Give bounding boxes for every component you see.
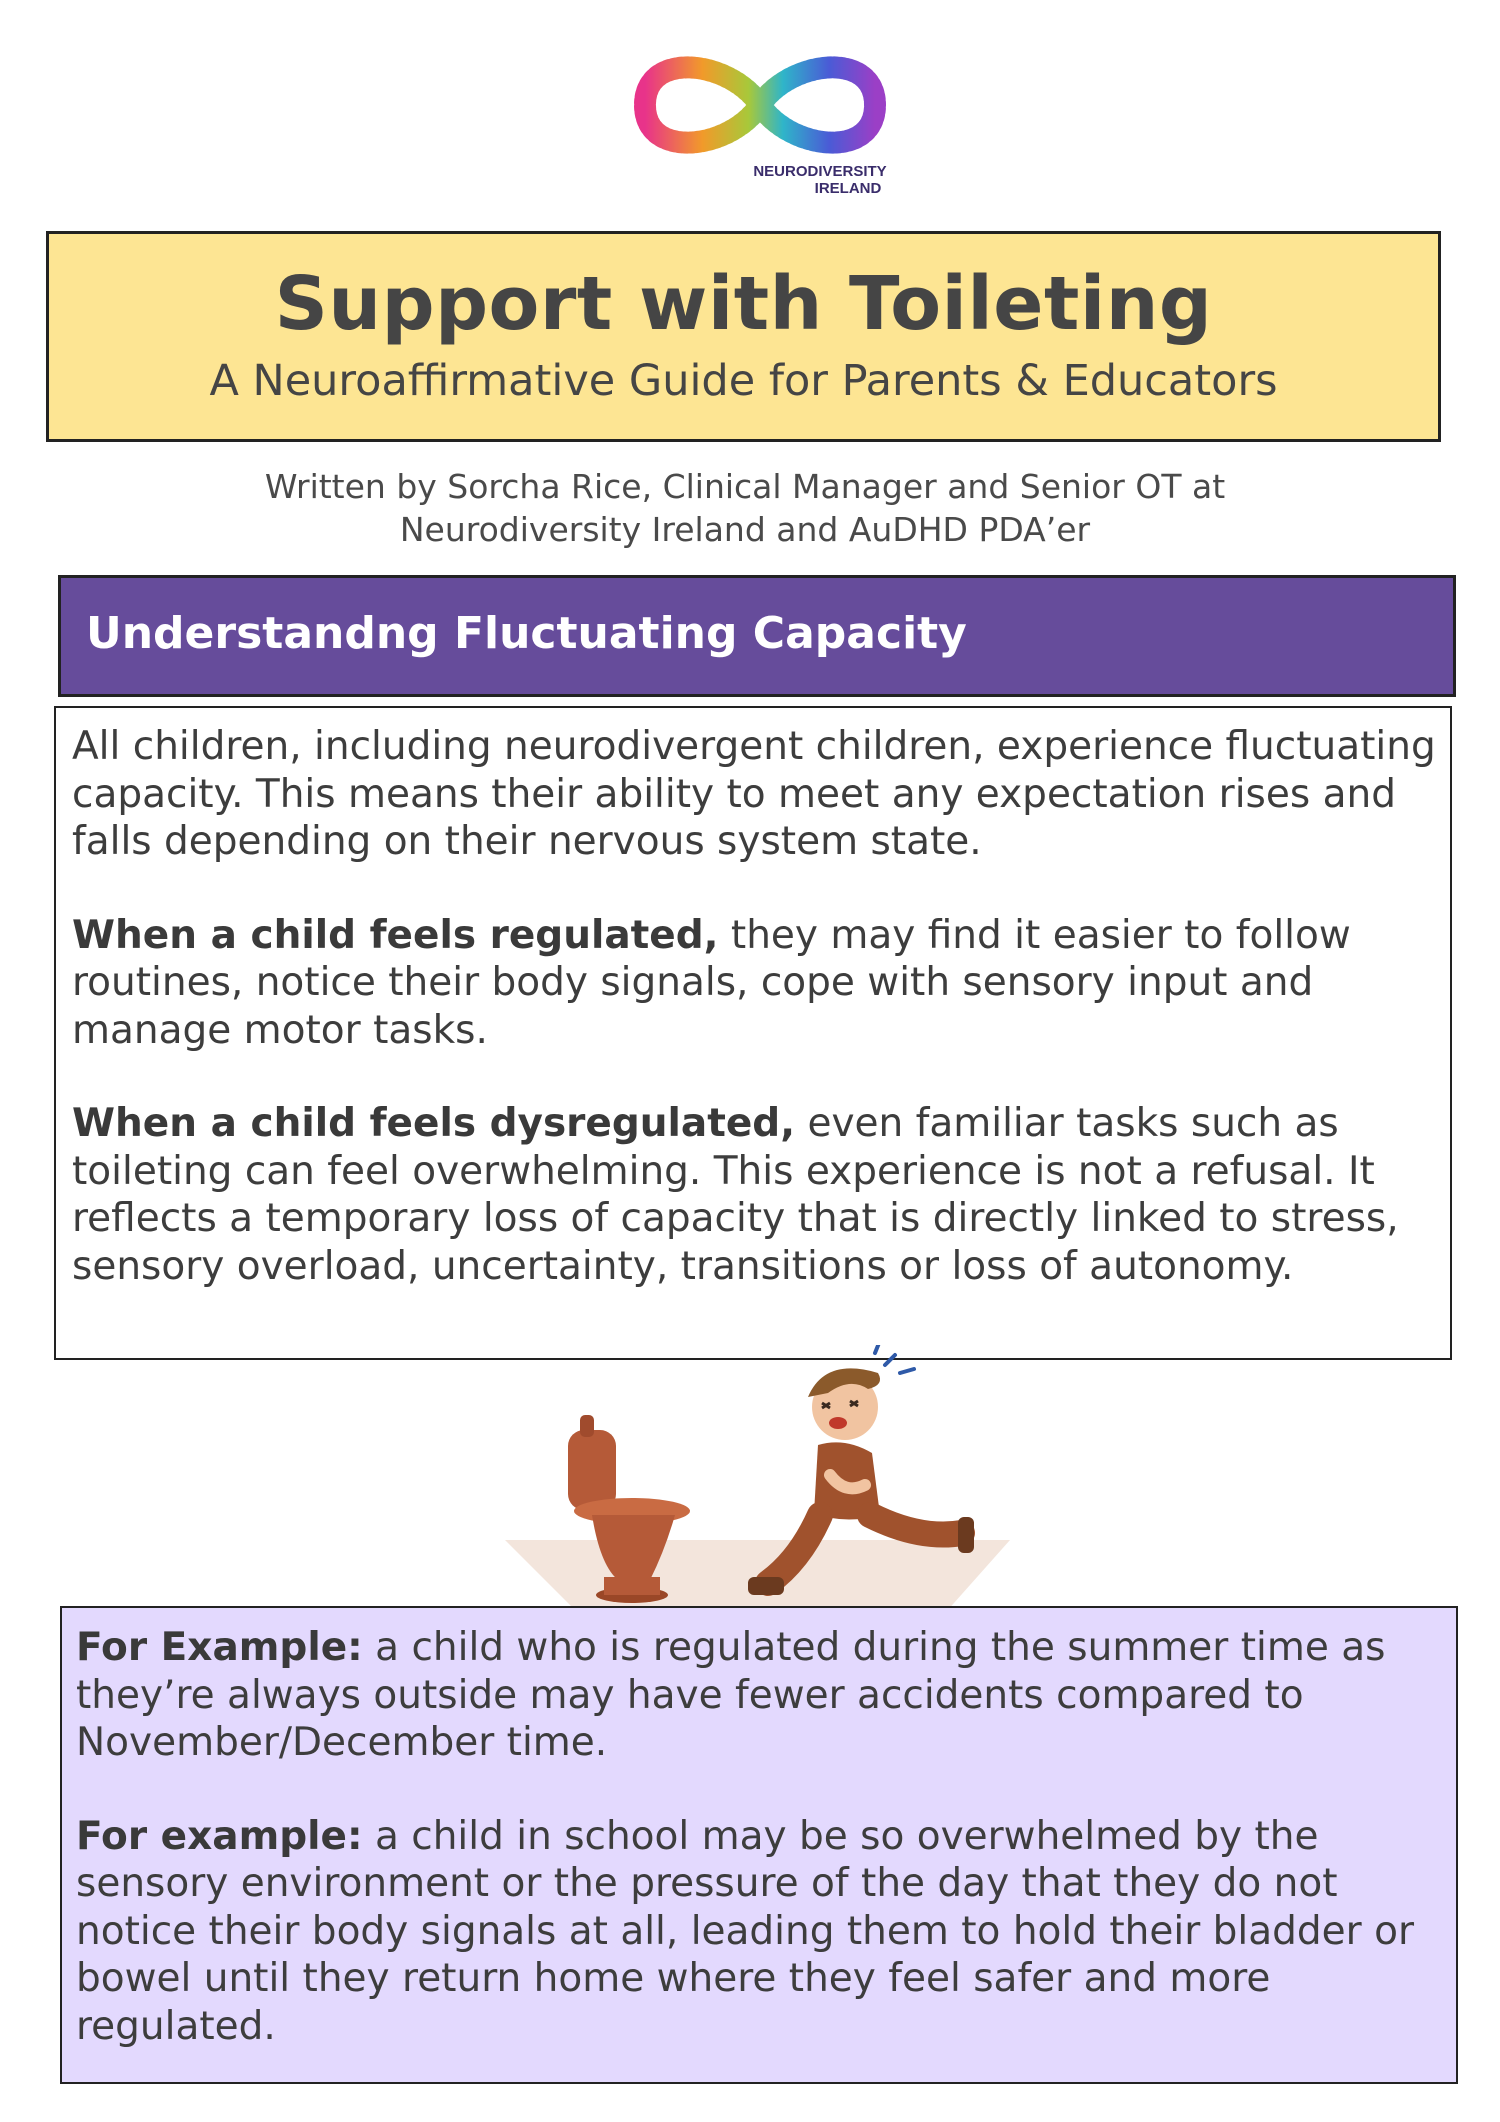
neurodiversity-ireland-logo [610, 30, 910, 202]
logo-line1: NEURODIVERSITY [753, 163, 887, 180]
example2-text: a child in school may be so overwhelmed by the sensory environment or the pressure of the day that they do not notice their body signals at all, leading them to hold their bladder or bowel until they return home where they feel safer and more regulated. [76, 1813, 1414, 2049]
byline-line2: Neurodiversity Ireland and AuDHD PDA’er [399, 509, 1091, 549]
logo-line2: IRELAND [814, 180, 882, 197]
dysregulated-text: even familiar tasks such as toileting can feel overwhelming. This experience is not a refusal. It reflects a temporary loss of capacity that is directly linked to stress, sensory overload, uncertainty, transitions or loss of autonomy. [72, 1101, 1399, 1289]
child-running-to-toilet-icon [500, 1345, 1020, 1635]
example-school [76, 1813, 1442, 2051]
example-summer [76, 1624, 1442, 1767]
content-box [54, 706, 1452, 1360]
byline [120, 466, 1370, 552]
byline-line1: Written by Sorcha Rice, Clinical Manager and Senior OT at [264, 467, 1226, 506]
title-box [46, 231, 1441, 442]
example-box [60, 1606, 1458, 2084]
regulated-text: they may find it easier to follow routines, notice their body signals, cope with sensory input and manage motor tasks. [72, 912, 1351, 1053]
dysregulated-lead: When a child feels dysregulated, [72, 1101, 796, 1146]
page-title: Support with Toileting [274, 261, 1213, 347]
paragraph-fluctuating-capacity: All children, including neurodivergent children, experience fluctuating capacity. This means their ability to meet any expectation rises and falls depending on their nervous system state. [72, 724, 1436, 864]
example1-text: a child who is regulated during the summer time as they’re always outside may have fewer accidents compared to November/December time. [76, 1625, 1386, 1765]
paragraph-dysregulated [72, 1100, 1436, 1290]
example1-lead: For Example: [76, 1625, 363, 1670]
regulated-lead: When a child feels regulated, [72, 912, 719, 958]
illustration [500, 1345, 1020, 1635]
paragraph-regulated [72, 912, 1436, 1055]
infinity-logo-icon [610, 30, 910, 202]
page-subtitle: A Neuroaffirmative Guide for Parents & Educators [209, 356, 1278, 407]
example2-lead: For example: [76, 1813, 363, 1859]
section-heading: Understandng Fluctuating Capacity [86, 608, 967, 659]
section-header [58, 575, 1456, 697]
